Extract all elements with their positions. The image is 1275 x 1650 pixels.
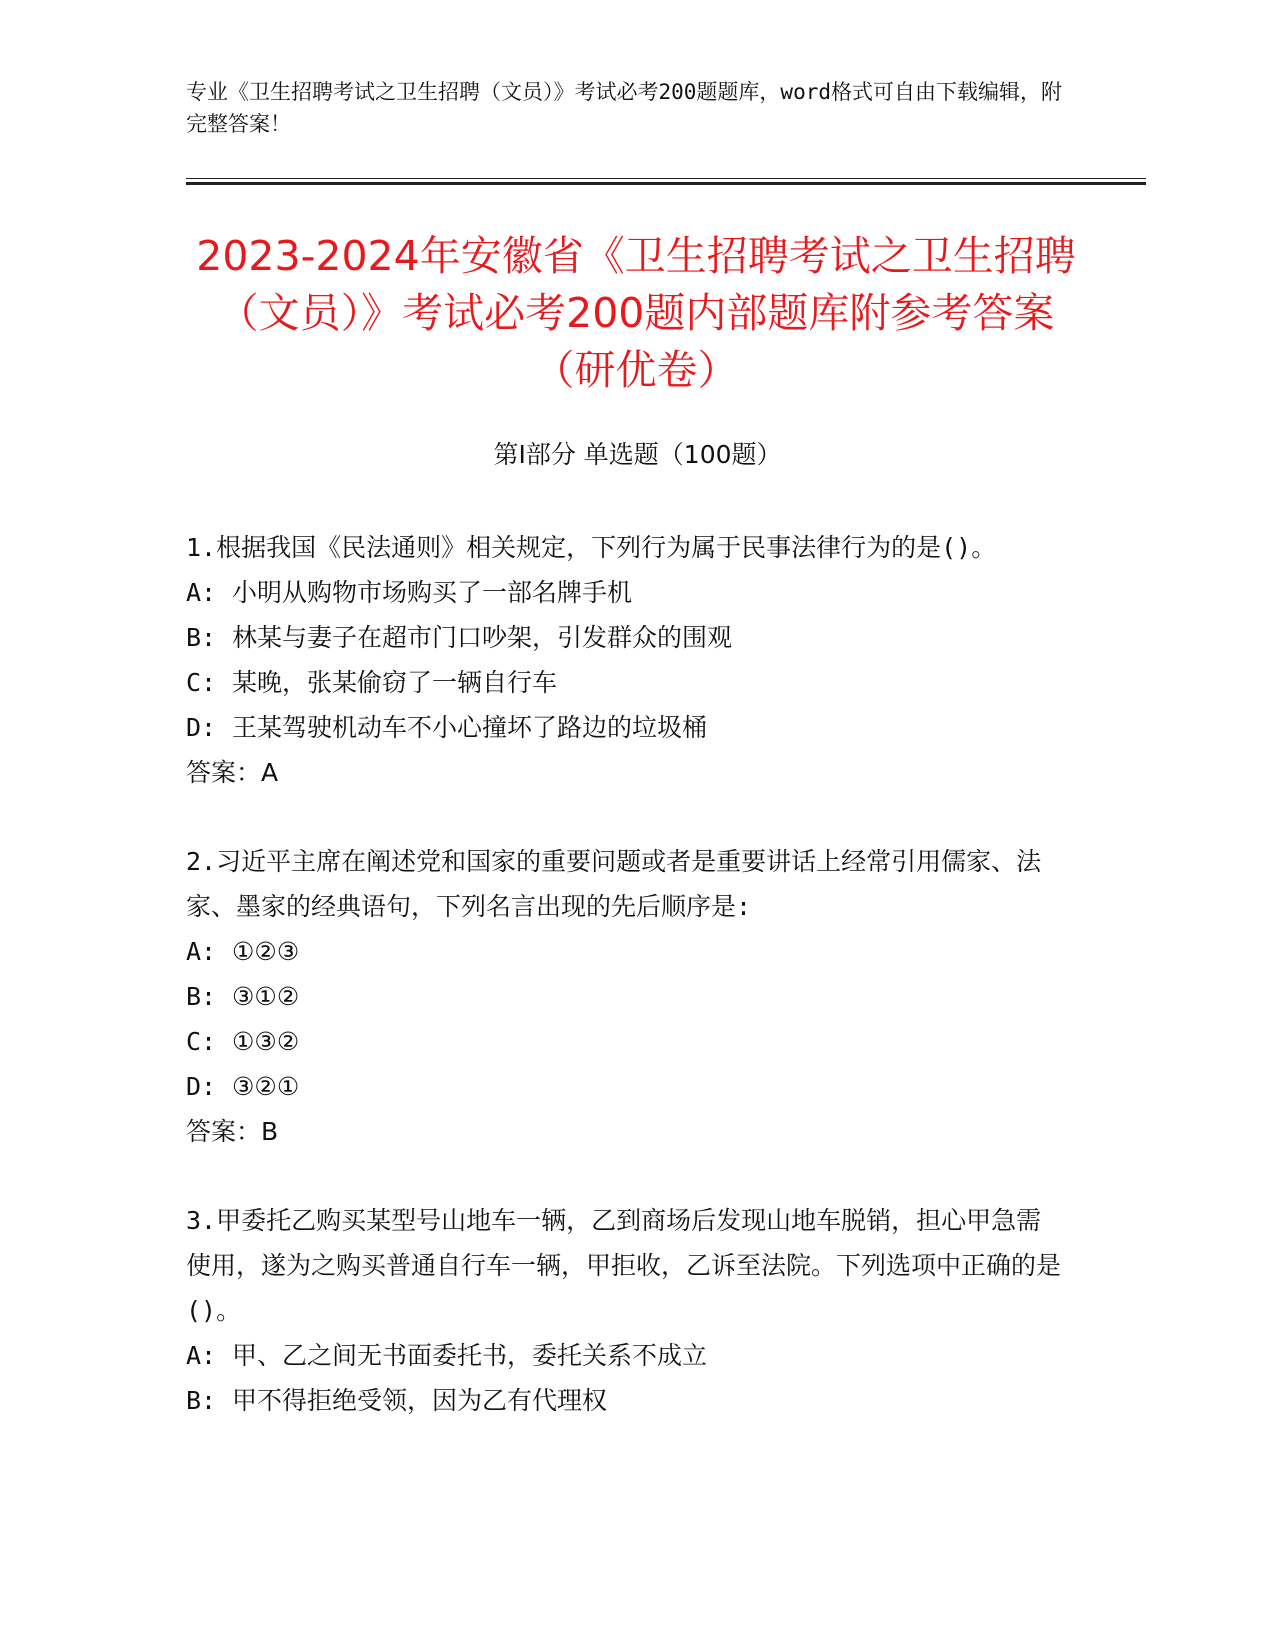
question-list (186, 525, 1066, 1467)
option-text: ③②① (232, 1072, 300, 1101)
option-c (186, 660, 1066, 705)
option-text: ①③② (232, 1027, 300, 1056)
option-label: C: (186, 1027, 217, 1056)
option-b (186, 1378, 1066, 1423)
option-text: 甲不得拒绝受领，因为乙有代理权 (232, 1386, 608, 1415)
option-label: C: (186, 668, 217, 697)
option-text: 王某驾驶机动车不小心撞坏了路边的垃圾桶 (232, 713, 708, 742)
option-d (186, 1064, 1066, 1109)
option-text: 林某与妻子在超市门口吵架，引发群众的围观 (232, 623, 733, 652)
option-label: A: (186, 937, 217, 966)
header-divider-thick (186, 182, 1146, 185)
header-note: 专业《卫生招聘考试之卫生招聘（文员）》考试必考200题题库，word格式可自由下载编辑，附完整答案！ (186, 80, 1062, 136)
document-title: 2023-2024年安徽省《卫生招聘考试之卫生招聘（文员）》考试必考200题内部题库附参考答案（研优卷） (196, 232, 1076, 394)
answer-line: 答案：A (186, 758, 279, 787)
option-d (186, 705, 1066, 750)
option-label: A: (186, 1341, 217, 1370)
option-label: D: (186, 713, 217, 742)
option-text: 甲、乙之间无书面委托书，委托关系不成立 (232, 1341, 708, 1370)
option-label: D: (186, 1072, 217, 1101)
option-text: 某晚，张某偷窃了一辆自行车 (232, 668, 558, 697)
question-1 (186, 525, 1066, 795)
option-label: B: (186, 1386, 217, 1415)
option-label: B: (186, 623, 217, 652)
option-a (186, 1333, 1066, 1378)
option-c (186, 1019, 1066, 1064)
option-b (186, 974, 1066, 1019)
option-text: 小明从购物市场购买了一部名牌手机 (232, 578, 633, 607)
question-stem: 2.习近平主席在阐述党和国家的重要问题或者是重要讲话上经常引用儒家、法家、墨家的经典语句，下列名言出现的先后顺序是: (186, 847, 1042, 921)
option-b (186, 615, 1066, 660)
option-text: ①②③ (232, 937, 300, 966)
option-a (186, 570, 1066, 615)
option-a (186, 929, 1066, 974)
question-stem: 1.根据我国《民法通则》相关规定，下列行为属于民事法律行为的是()。 (186, 533, 997, 562)
option-label: B: (186, 982, 217, 1011)
question-stem: 3.甲委托乙购买某型号山地车一辆，乙到商场后发现山地车脱销，担心甲急需使用，遂为之购买普通自行车一辆，甲拒收，乙诉至法院。下列选项中正确的是()。 (186, 1206, 1062, 1325)
header-divider-thin (186, 178, 1146, 179)
answer-line: 答案：B (186, 1117, 279, 1146)
question-2 (186, 839, 1066, 1154)
option-text: ③①② (232, 982, 300, 1011)
question-3 (186, 1198, 1066, 1423)
option-label: A: (186, 578, 217, 607)
section-heading: 第Ⅰ部分 单选题（100题） (493, 440, 782, 469)
